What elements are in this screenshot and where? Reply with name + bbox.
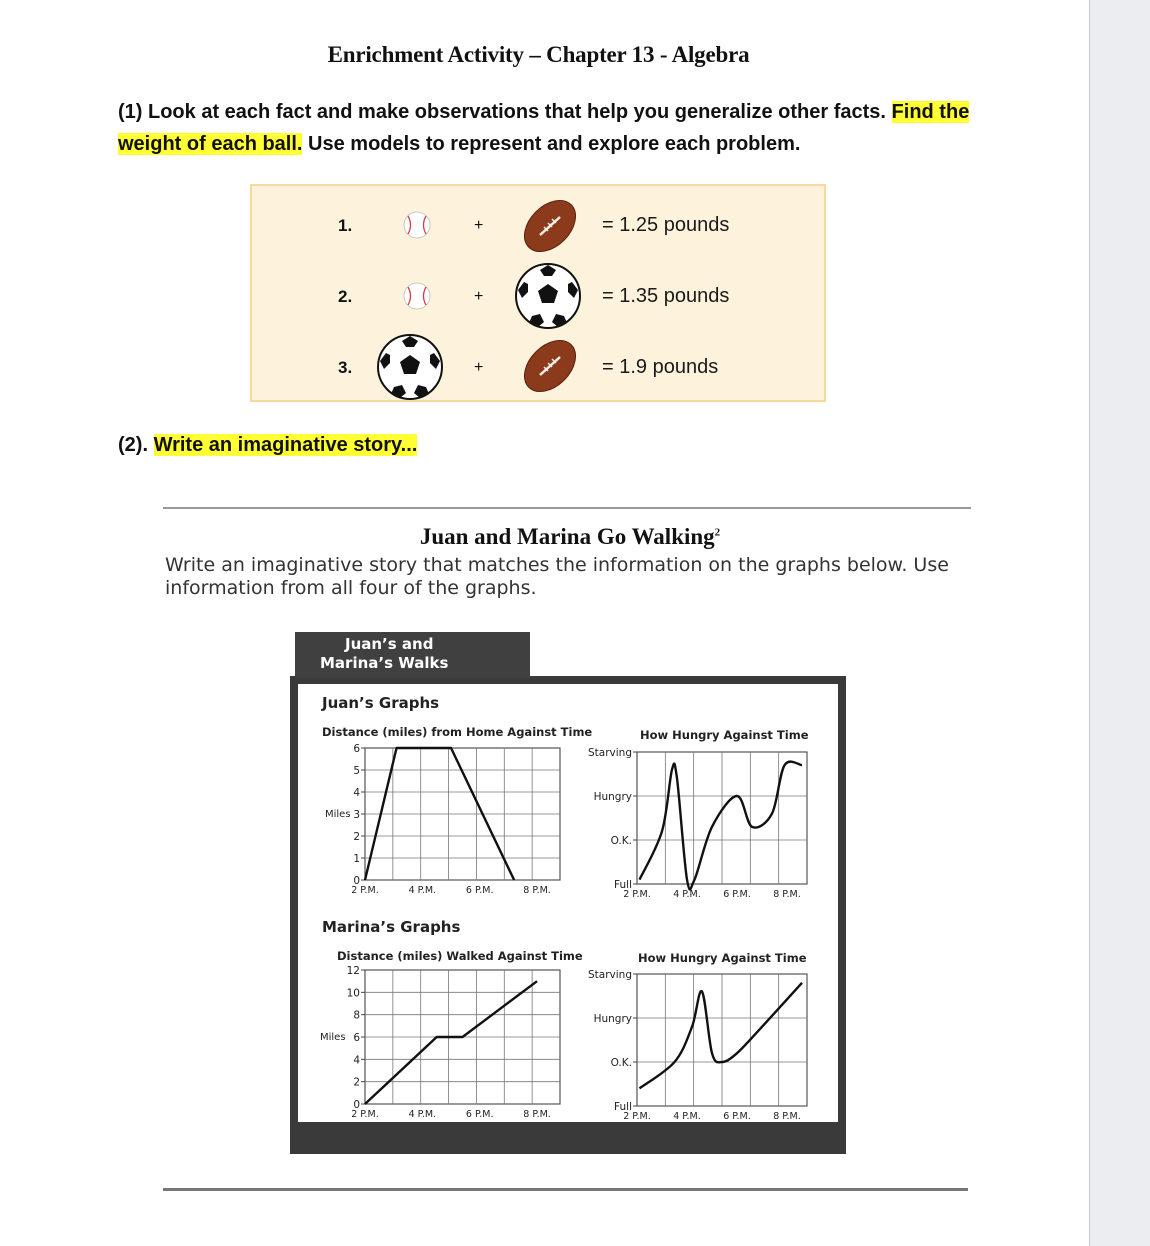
y-tick-label: 12 xyxy=(346,965,360,977)
football-icon xyxy=(518,337,582,395)
y-tick-label: Hungry xyxy=(593,791,632,803)
weight-result: = 1.35 pounds xyxy=(602,285,730,307)
y-tick-label: O.K. xyxy=(610,1057,632,1069)
right-sidebar xyxy=(1089,0,1150,1246)
y-tick-label: 8 xyxy=(353,1009,360,1022)
marina-distance-chart xyxy=(340,962,570,1124)
x-tick-label: 8 P.M. xyxy=(523,885,551,896)
weight-result: = 1.9 pounds xyxy=(602,356,719,378)
question-2-prefix: (2). xyxy=(118,434,154,456)
x-tick-label: 6 P.M. xyxy=(723,889,751,900)
y-tick-label: 2 xyxy=(353,1076,360,1089)
question-1-text-a: (1) Look at each fact and make observations that help you generalize other facts. xyxy=(118,101,892,123)
marina-distance-ylabel: Miles xyxy=(320,1032,346,1043)
y-tick-label: 0 xyxy=(353,875,360,887)
y-tick-label: 4 xyxy=(353,787,360,799)
juan-distance-chart xyxy=(340,740,570,900)
plus-sign: + xyxy=(474,288,484,305)
x-tick-label: 2 P.M. xyxy=(351,885,379,896)
y-tick-label: 3 xyxy=(353,809,360,821)
marina-hunger-title: How Hungry Against Time xyxy=(638,951,807,965)
y-tick-label: 4 xyxy=(353,1054,360,1067)
y-tick-label: 1 xyxy=(353,853,360,865)
x-tick-label: 4 P.M. xyxy=(408,1109,437,1120)
juan-hunger-chart xyxy=(585,742,825,902)
x-tick-label: 4 P.M. xyxy=(673,1111,701,1122)
marina-distance-title: Distance (miles) Walked Against Time xyxy=(337,949,583,963)
y-tick-label: 6 xyxy=(353,743,360,755)
y-tick-label: O.K. xyxy=(610,835,632,847)
question-1-highlight: Find the weight of each ball. xyxy=(118,101,970,155)
question-1 xyxy=(118,96,1018,160)
y-tick-label: Hungry xyxy=(593,1013,632,1025)
x-tick-label: 2 P.M. xyxy=(623,1111,651,1122)
tab-line-2: Marina’s Walks xyxy=(320,654,449,672)
x-tick-label: 4 P.M. xyxy=(408,885,437,896)
soccer-ball-icon xyxy=(376,333,444,401)
juan-hunger-title: How Hungry Against Time xyxy=(640,728,809,742)
ball-row-1 xyxy=(252,190,828,260)
ball-weights-box xyxy=(250,184,826,402)
x-tick-label: 4 P.M. xyxy=(673,889,701,900)
y-tick-label: 10 xyxy=(346,987,360,1000)
story-title-text: Juan and Marina Go Walking xyxy=(419,524,715,549)
soccer-ball-icon xyxy=(514,262,582,330)
x-tick-label: 6 P.M. xyxy=(723,1111,751,1122)
x-tick-label: 6 P.M. xyxy=(465,1109,494,1120)
story-title xyxy=(0,524,1140,550)
ball-row-2 xyxy=(252,261,828,331)
juan-graphs-heading: Juan’s Graphs xyxy=(322,694,440,712)
question-2 xyxy=(118,434,417,457)
graphs-panel-tab xyxy=(295,632,530,678)
x-tick-label: 8 P.M. xyxy=(773,1111,801,1122)
plus-sign: + xyxy=(474,217,484,234)
x-tick-label: 2 P.M. xyxy=(351,1109,379,1120)
x-tick-label: 6 P.M. xyxy=(465,885,494,896)
story-instructions: Write an imaginative story that matches the information on the graphs below. Use information from all four of the graphs. xyxy=(165,554,949,599)
x-tick-label: 8 P.M. xyxy=(773,889,801,900)
y-tick-label: 6 xyxy=(353,1032,360,1044)
y-tick-label: Starving xyxy=(588,969,632,981)
baseball-icon xyxy=(402,281,432,311)
y-tick-label: Starving xyxy=(588,747,632,759)
marina-hunger-chart xyxy=(585,964,825,1124)
juan-distance-title: Distance (miles) from Home Against Time xyxy=(322,725,593,739)
juan-distance-ylabel: Miles xyxy=(325,809,351,820)
x-tick-label: 8 P.M. xyxy=(523,1109,551,1120)
row-number: 2. xyxy=(338,287,353,306)
football-icon xyxy=(518,197,582,255)
weight-result: = 1.25 pounds xyxy=(602,214,730,236)
tab-line-1: Juan’s and xyxy=(345,635,434,653)
y-tick-label: 0 xyxy=(353,1099,360,1111)
marina-graphs-heading: Marina’s Graphs xyxy=(322,918,461,936)
question-2-highlight: Write an imaginative story... xyxy=(153,434,418,456)
y-tick-label: 2 xyxy=(353,831,360,843)
x-tick-label: 2 P.M. xyxy=(623,889,651,900)
bottom-divider xyxy=(163,1188,968,1191)
y-tick-label: Full xyxy=(614,879,632,891)
question-1-text-b: Use models to represent and explore each problem. xyxy=(302,133,801,155)
row-number: 3. xyxy=(338,358,353,377)
plus-sign: + xyxy=(474,359,484,376)
y-tick-label: 5 xyxy=(353,765,360,777)
row-number: 1. xyxy=(338,216,353,235)
page-title: Enrichment Activity – Chapter 13 - Algebra xyxy=(327,42,750,67)
footnote-marker: 2 xyxy=(714,526,721,539)
baseball-icon xyxy=(402,210,432,240)
ball-row-3 xyxy=(252,332,828,402)
y-tick-label: Full xyxy=(614,1101,632,1113)
divider-line xyxy=(163,507,971,509)
